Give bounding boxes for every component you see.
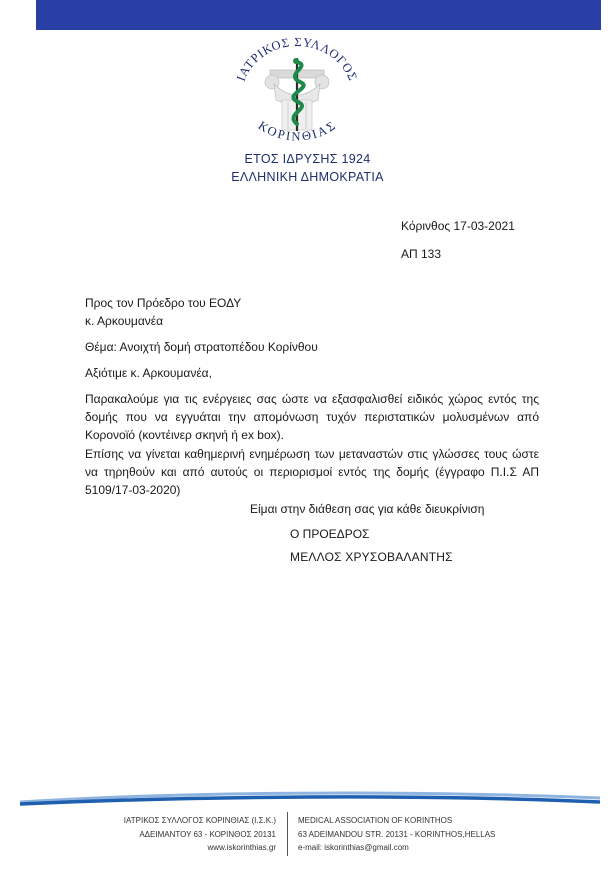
footer-english-address bbox=[298, 814, 538, 855]
logo-arc-top: ΙΑΤΡΙΚΟΣ ΣΥΛΛΟΓΟΣ bbox=[233, 36, 361, 84]
signatory-title: Ο ΠΡΟΕΔΡΟΣ bbox=[290, 527, 370, 541]
letter-body bbox=[85, 390, 539, 499]
header-band bbox=[36, 0, 601, 30]
logo-emblem bbox=[222, 36, 372, 154]
logo-arc-bottom: ΚΟΡΙΝΘΙΑΣ bbox=[255, 118, 339, 144]
country-label: ΕΛΛΗΝΙΚΗ ΔΗΜΟΚΡΑΤΙΑ bbox=[231, 170, 384, 184]
body-paragraph: Παρακαλούμε για τις ενέργειες σας ώστε να εξασφαλισθεί ειδικός χώρος εντός της δομής που να εγγυάται την απομόνωση τυχόν περιστατικών μολυσμένων από Κορονοϊό (κοντέινερ σκηνή ή ex box). bbox=[85, 392, 539, 443]
letter-date: Κόρινθος 17-03-2021 bbox=[401, 219, 515, 233]
footer-street-en: 63 ADEIMANDOU STR. 20131 - KORINTHOS,HELLAS bbox=[298, 829, 496, 839]
founded-year: ΕΤΟΣ ΙΔΡΥΣΗΣ 1924 bbox=[244, 152, 371, 166]
footer-street: ΑΔΕΙΜΑΝΤΟΥ 63 - ΚΟΡΙΝΘΟΣ 20131 bbox=[139, 829, 276, 839]
footer-org-name: ΙΑΤΡΙΚΟΣ ΣΥΛΛΟΓΟΣ ΚΟΡΙΝΘΙΑΣ (Ι.Σ.Κ.) bbox=[123, 816, 276, 825]
footer-org-name-en: MEDICAL ASSOCIATION OF KORINTHOS bbox=[298, 816, 453, 825]
footer-wave-divider bbox=[0, 786, 615, 806]
footer-divider bbox=[287, 812, 288, 856]
recipient-line: Προς τον Πρόεδρο του ΕΟΔΥ bbox=[85, 296, 242, 310]
closing-line: Είμαι στην διάθεση σας για κάθε διευκρίνιση bbox=[250, 502, 485, 516]
signatory-name: ΜΕΛΛΟΣ ΧΡΥΣΟΒΑΛΑΝΤΗΣ bbox=[290, 550, 453, 564]
recipient-name: κ. Αρκουμανέα bbox=[85, 314, 164, 328]
salutation: Αξιότιμε κ. Αρκουμανέα, bbox=[85, 366, 212, 380]
footer-greek-address bbox=[60, 814, 276, 855]
letter-subject: Θέμα: Ανοιχτή δομή στρατοπέδου Κορίνθου bbox=[85, 340, 318, 354]
body-paragraph: Επίσης να γίνεται καθημερινή ενημέρωση των μεταναστών στις γλώσσες τους ώστε να τηρηθούν και από αυτούς οι περιορισμοί εντός της δομής (έγγραφο Π.Ι.Σ ΑΠ 5109/17-03-2020) bbox=[85, 446, 539, 498]
footer-website[interactable]: www.iskorinthias.gr bbox=[207, 843, 276, 852]
association-logo bbox=[222, 36, 372, 154]
reference-number: ΑΠ 133 bbox=[401, 247, 442, 261]
footer-email[interactable]: e-mail: iskorinthias@gmail.com bbox=[298, 843, 409, 852]
